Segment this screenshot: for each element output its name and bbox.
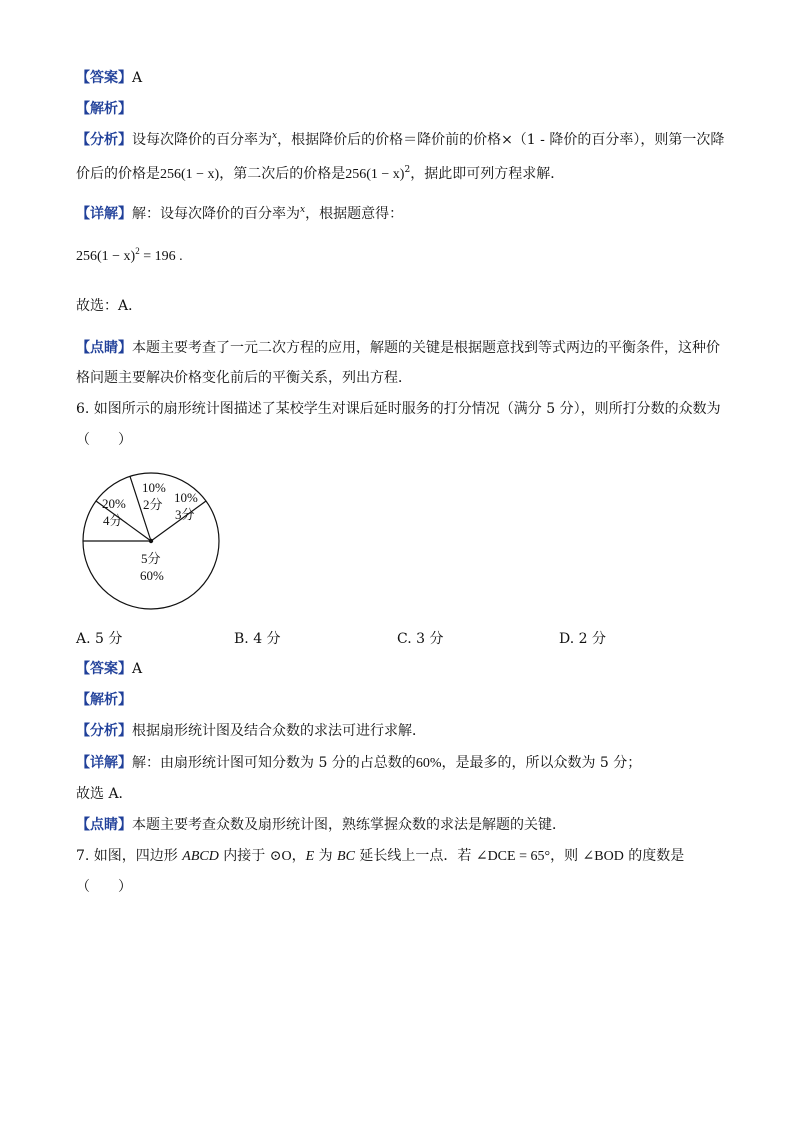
q6-answer-line: [76, 659, 142, 679]
detail-text: ，是最多的，所以众数为 5 分；: [441, 755, 642, 771]
dianjing-text: 本题主要考查众数及扇形统计图，熟练掌握众数的求法是解题的关键．: [132, 817, 566, 833]
answer-value: A: [132, 661, 143, 677]
option-a: A. 5 分: [76, 631, 123, 647]
label-three-percent: 10%: [174, 490, 198, 505]
fenxi-text: ，第二次后的价格是: [219, 166, 346, 182]
q7-text: 内接于: [218, 848, 270, 864]
equation-exponent: 2: [135, 246, 140, 256]
option-d: D. 2 分: [559, 631, 606, 647]
fenxi-text: ，据此即可列方程求解．: [410, 166, 565, 182]
exponent: 2: [404, 165, 411, 175]
q7-text: ，则: [550, 848, 583, 864]
option-c: C. 3 分: [397, 631, 444, 647]
equation-rhs: = 196 .: [139, 249, 183, 264]
fenxi-text: 价后的价格是: [76, 166, 160, 182]
label-five-percent: 60%: [140, 568, 164, 583]
q6-analysis-line: [76, 690, 132, 710]
analysis-tag: 【解析】: [76, 101, 132, 117]
label-two-score: 2分: [143, 497, 163, 512]
dianjing-text: 本题主要考查了一元二次方程的应用，解题的关键是根据题意找到等式两边的平衡条件，这种价: [132, 340, 720, 356]
label-five-score: 5分: [141, 551, 161, 566]
equation-lhs: 256(1 − x): [76, 249, 136, 264]
dianjing-tag: 【点睛】: [76, 817, 132, 833]
q6-stem-line-2: （ ）: [76, 432, 132, 448]
q6-fenxi-line: [76, 721, 426, 741]
q7-text: ，: [291, 848, 306, 864]
angle-dce: ∠DCE = 65°: [475, 849, 551, 864]
detail-tag: 【详解】: [76, 206, 132, 222]
q5-analysis-line: [76, 99, 132, 119]
q7-text: 7. 如图，四边形: [76, 848, 183, 864]
q5-fenxi-line-2: [76, 164, 564, 185]
point-e: E: [305, 849, 315, 864]
angle-bod: ∠BOD: [582, 849, 624, 864]
q7-stem-line-1: [76, 846, 684, 867]
option-b: B. 4 分: [234, 631, 281, 647]
fenxi-tag: 【分析】: [76, 132, 132, 148]
label-four-percent: 20%: [102, 496, 126, 511]
q5-detail-line: [76, 204, 403, 224]
fenxi-tag: 【分析】: [76, 723, 132, 739]
q7-text: 的度数是: [623, 848, 685, 864]
quadrilateral-abcd: ABCD: [182, 849, 219, 864]
pie-chart: [80, 470, 225, 612]
q5-choose: 故选：A．: [76, 298, 143, 314]
answer-tag: 【答案】: [76, 661, 132, 677]
q6-choose: 故选 A．: [76, 786, 133, 802]
label-three-score: 3分: [175, 507, 195, 522]
variable-x: x: [272, 131, 278, 141]
fenxi-text: 设每次降价的百分率为: [132, 132, 272, 148]
detail-percent: 60%: [415, 756, 442, 771]
detail-text: ，根据题意得：: [305, 206, 404, 222]
dianjing-tag: 【点睛】: [76, 340, 132, 356]
fenxi-text: 根据扇形统计图及结合众数的求法可进行求解．: [132, 723, 426, 739]
expression-second-price: 256(1 − x): [345, 167, 405, 182]
label-two-percent: 10%: [142, 480, 166, 495]
segment-bc: BC: [337, 849, 355, 864]
q6-stem-line-1: 6. 如图所示的扇形统计图描述了某校学生对课后延时服务的打分情况（满分 5 分），则所打分数的众数为: [76, 401, 721, 417]
detail-text: 解：设每次降价的百分率为: [132, 206, 300, 222]
q5-equation: [76, 247, 183, 267]
detail-tag: 【详解】: [76, 755, 132, 771]
q5-answer-line: [76, 68, 142, 88]
label-four-score: 4分: [103, 513, 123, 528]
expression-first-price: 256(1 − x): [160, 167, 220, 182]
answer-value: A: [132, 70, 143, 86]
q6-detail-line: [76, 753, 641, 774]
q7-stem-line-2: （ ）: [76, 879, 132, 895]
q5-dianjing-line-1: [76, 338, 720, 358]
q5-dianjing-line-2: 格问题主要解决价格变化前后的平衡关系，列出方程．: [76, 370, 412, 386]
fenxi-text: ，根据降价后的价格＝降价前的价格×（1 - 降价的百分率），则第一次降: [277, 132, 725, 148]
detail-text: 解：由扇形统计图可知分数为 5 分的占总数的: [132, 755, 416, 771]
q7-text: 为: [314, 848, 338, 864]
circle-o: ⊙O: [269, 849, 292, 864]
q5-fenxi-line-1: [76, 130, 724, 150]
variable-x: x: [300, 205, 306, 215]
answer-tag: 【答案】: [76, 70, 132, 86]
pie-center-dot: [149, 539, 153, 543]
q7-text: 延长线上一点．若: [354, 848, 476, 864]
q6-dianjing-line: [76, 815, 566, 835]
analysis-tag: 【解析】: [76, 692, 132, 708]
